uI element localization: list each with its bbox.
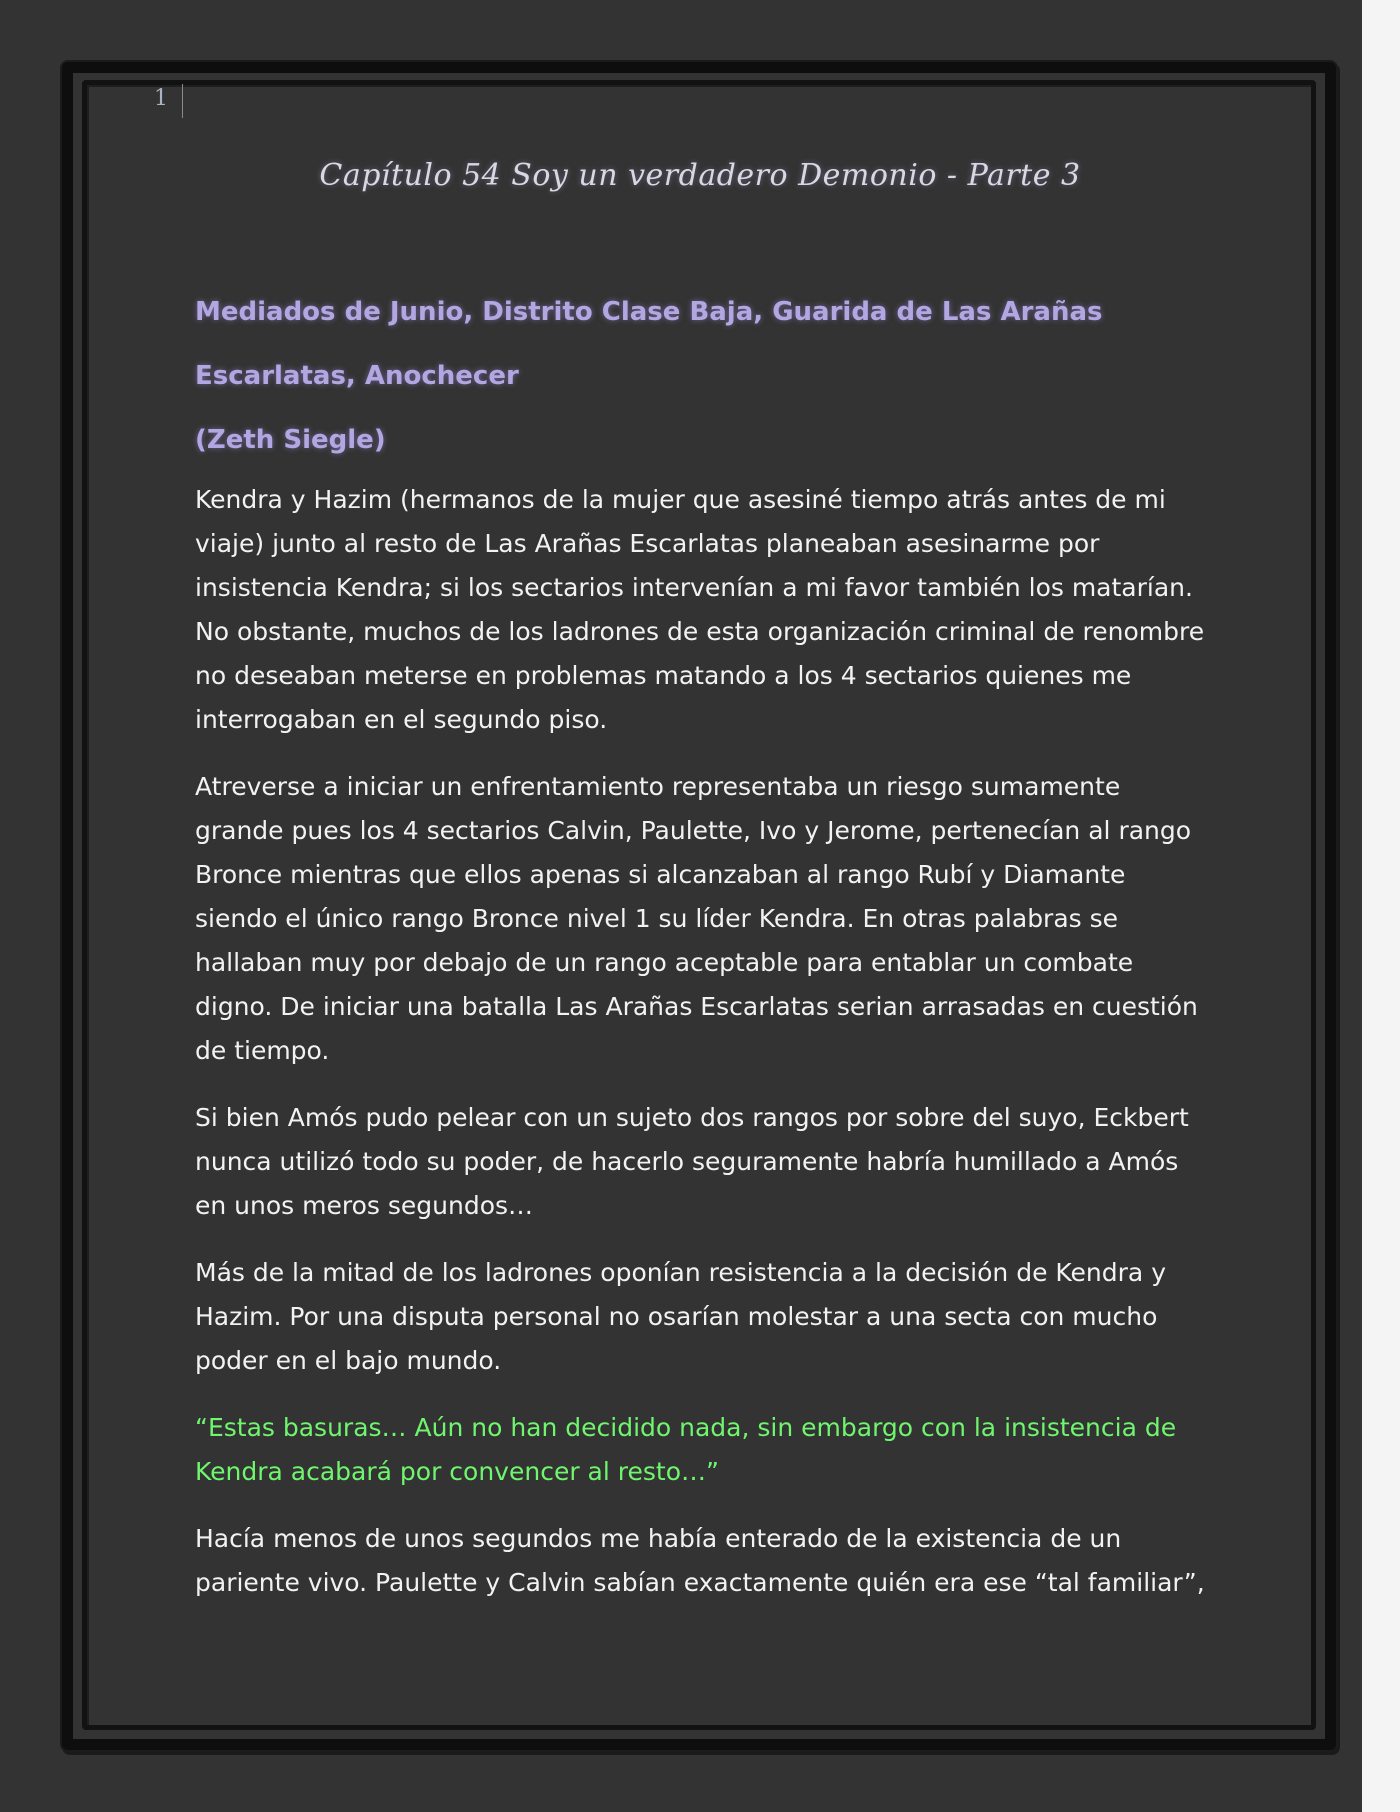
narrator-label: (Zeth Siegle) [195,425,386,455]
dialogue-paragraph: “Estas basuras… Aún no han decidido nada, sin embargo con la insistencia de Kendra acabará por convencer al resto…” [195,1413,1177,1486]
document-body [195,280,1215,1628]
paragraph-1: Kendra y Hazim (hermanos de la mujer que asesiné tiempo atrás antes de mi viaje) junto al resto de Las Arañas Escarlatas planeaban asesinarme por insistencia Kendra; si los sectarios intervenían a mi favor también los matarían. No obstante, muchos de los ladrones de esta organización criminal de renombre no deseaban meterse en problemas matando a los 4 sectarios quienes me interrogaban en el segundo piso. [195,485,1205,734]
paragraph-6: Hacía menos de unos segundos me había enterado de la existencia de un pariente vivo. Paulette y Calvin sabían exactamente quién era ese “tal familiar”, [195,1524,1205,1597]
page-number: 1 [154,86,168,111]
setting-line-2: Escarlatas, Anochecer [195,361,519,391]
setting-line-1: Mediados de Junio, Distrito Clase Baja, Guarida de Las Arañas [195,297,1103,327]
chapter-title: Capítulo 54 Soy un verdadero Demonio - Parte 3 [319,158,1081,193]
text-cursor [182,84,183,118]
paragraph-4: Más de la mitad de los ladrones oponían resistencia a la decisión de Kendra y Hazim. Por una disputa personal no osarían molestar a una secta con mucho poder en el bajo mundo. [195,1258,1166,1375]
paragraph-2: Atreverse a iniciar un enfrentamiento representaba un riesgo sumamente grande pues los 4 sectarios Calvin, Paulette, Ivo y Jerome, pertenecían al rango Bronce mientras que ellos apenas si alcanzaban al rango Rubí y Diamante siendo el único rango Bronce nivel 1 su líder Kendra. En otras palabras se hallaban muy por debajo de un rango aceptable para entablar un combate digno. De iniciar una batalla Las Arañas Escarlatas serian arrasadas en cuestión de tiempo. [195,772,1198,1065]
viewer-margin [1362,0,1400,1812]
paragraph-3: Si bien Amós pudo pelear con un sujeto dos rangos por sobre del suyo, Eckbert nunca utilizó todo su poder, de hacerlo seguramente habría humillado a Amós en unos meros segundos… [195,1103,1189,1220]
